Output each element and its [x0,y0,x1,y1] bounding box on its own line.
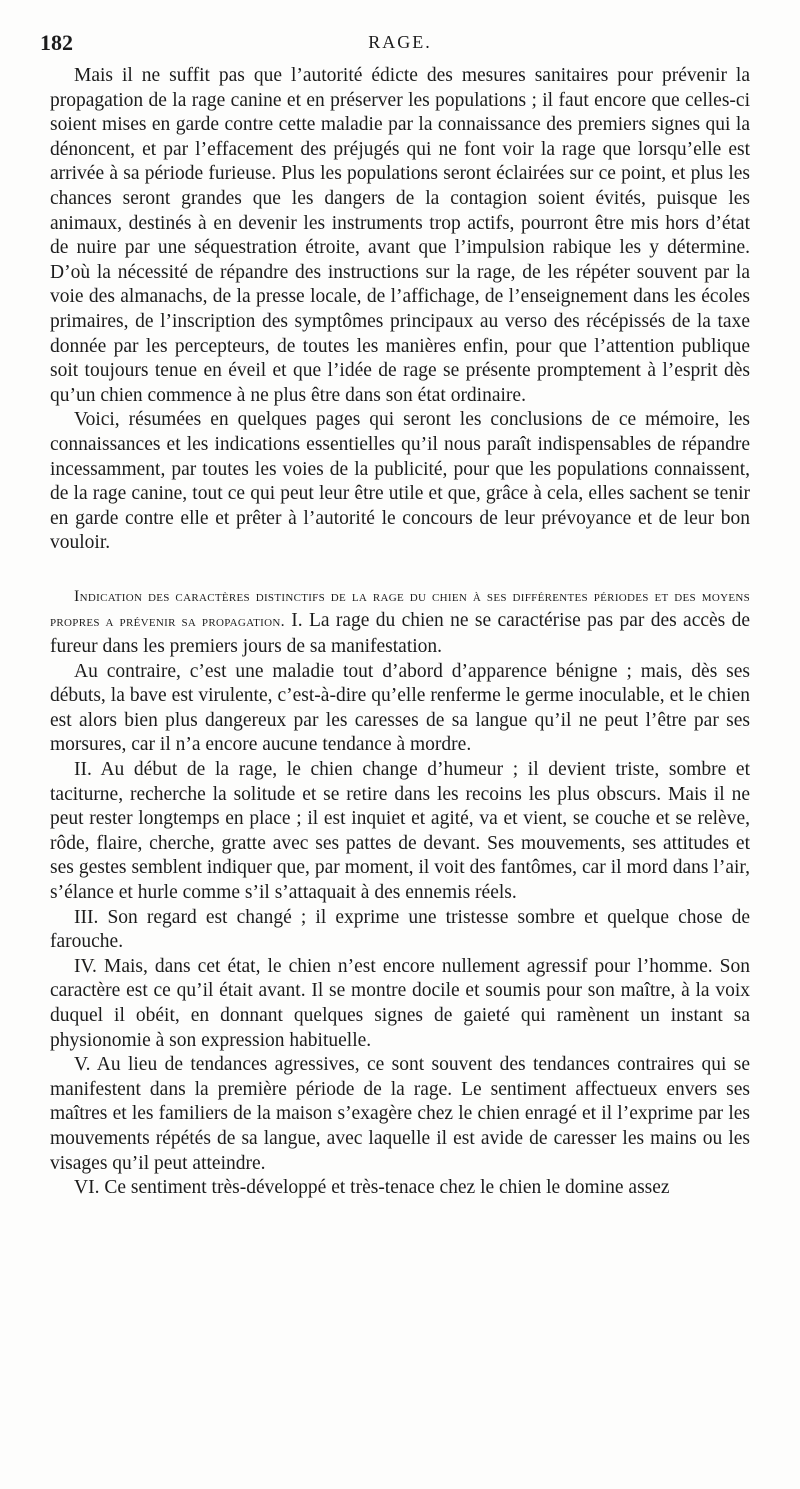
item-paragraph: III. Son regard est changé ; il exprime une tristesse sombre et quelque chose de farouche. [50,906,750,953]
section-paragraph [50,584,750,660]
item-paragraph: Au contraire, c’est une maladie tout d’abord d’apparence bénigne ; mais, dès ses débuts, la bave est virulente, c’est-à-dire qu’elle renferme le germe inoculable, et le chien est alors bien plus dangereux par les caresses de sa langue qu’il ne peut l’être par ses morsures, car il n’a encore aucune tendance à mordre. [50,660,750,756]
body-text [50,64,750,1201]
page-header [40,30,760,58]
page-number: 182 [40,30,73,55]
section-first-item: I. La rage du chien ne se caractérise pas par des accès de fureur dans les premiers jours de sa manifestation. [50,610,750,658]
item-paragraph: IV. Mais, dans cet état, le chien n’est encore nullement agressif pour l’homme. Son caractère est ce qu’il était avant. Il se montre docile et soumis pour son maître, à la voix duquel il obéit, en donnant quelques signes de gaieté qui ramènent un instant sa physionomie à son expression habituelle. [50,955,750,1051]
item-paragraph: V. Au lieu de tendances agressives, ce sont souvent des tendances contraires qui se manifestent dans la première période de la rage. Le sentiment affectueux envers ses maîtres et les familiers de la maison s’exagère chez le chien enragé et il l’exprime par les mouvements répétés de sa langue, avec laquelle il est avide de caresser les mains ou les visages qu’il peut atteindre. [50,1054,750,1174]
item-paragraph: II. Au début de la rage, le chien change d’humeur ; il devient triste, sombre et taciturne, recherche la solitude et se retire dans les recoins les plus obscurs. Mais il ne peut rester longtemps en place ; il est inquiet et agité, va et vient, se couche et se relève, rôde, flaire, cherche, gratte avec ses pattes de devant. Ses mouvements, ses attitudes et ses gestes semblent indiquer que, par moment, il voit des fantômes, car il mord dans l’air, s’élance et hurle comme s’il s’attaquait à des ennemis réels. [50,759,750,903]
paragraph-1: Mais il ne suffit pas que l’autorité édicte des mesures sanitaires pour prévenir la propagation de la rage canine et en préserver les populations ; il faut encore que celles-ci soient mises en garde contre cette maladie par la connaissance des premiers signes qui la dénoncent, et par l’effacement des préjugés qui ne font voir la rage que lorsqu’elle est arrivée à sa période furieuse. Plus les populations seront éclairées sur ce point, et plus les chances seront grandes que les dangers de la contagion soient évités, puisque les animaux, destinés à en devenir les instruments trop actifs, pourront être mis hors d’état de nuire par une séquestration étroite, avant que l’impulsion rabique les y détermine. D’où la nécessité de répandre des instructions sur la rage, de les répéter souvent par la voie des almanachs, de la presse locale, de l’affichage, de l’enseignement dans les écoles primaires, de l’inscription des symptômes principaux au verso des récépissés de la taxe donnée par les percepteurs, de toutes les manières enfin, pour que l’attention publique soit toujours tenue en éveil et que l’idée de rage se présente promptement à l’esprit dès qu’un chien commence à ne plus être dans son état ordinaire. [50,65,750,406]
section-heading: Indication des caractères distinctifs de la rage du chien à ses différentes périodes et des moyens propres a prévenir sa propagation. [50,587,750,631]
running-head: RAGE. [368,32,432,52]
paragraph-2: Voici, résumées en quelques pages qui seront les conclusions de ce mémoire, les connaissances et les indications essentielles qu’il nous paraît indispensables de répandre incessamment, par toutes les voies de la publicité, pour que les populations connaissent, de la rage canine, tout ce qui peut leur être utile et que, grâce à cela, elles sachent se tenir en garde contre elle et prêter à l’autorité le concours de leur prévoyance et de leur bon vouloir. [50,409,750,554]
item-paragraph: VI. Ce sentiment très-développé et très-tenace chez le chien le domine assez [74,1177,670,1199]
